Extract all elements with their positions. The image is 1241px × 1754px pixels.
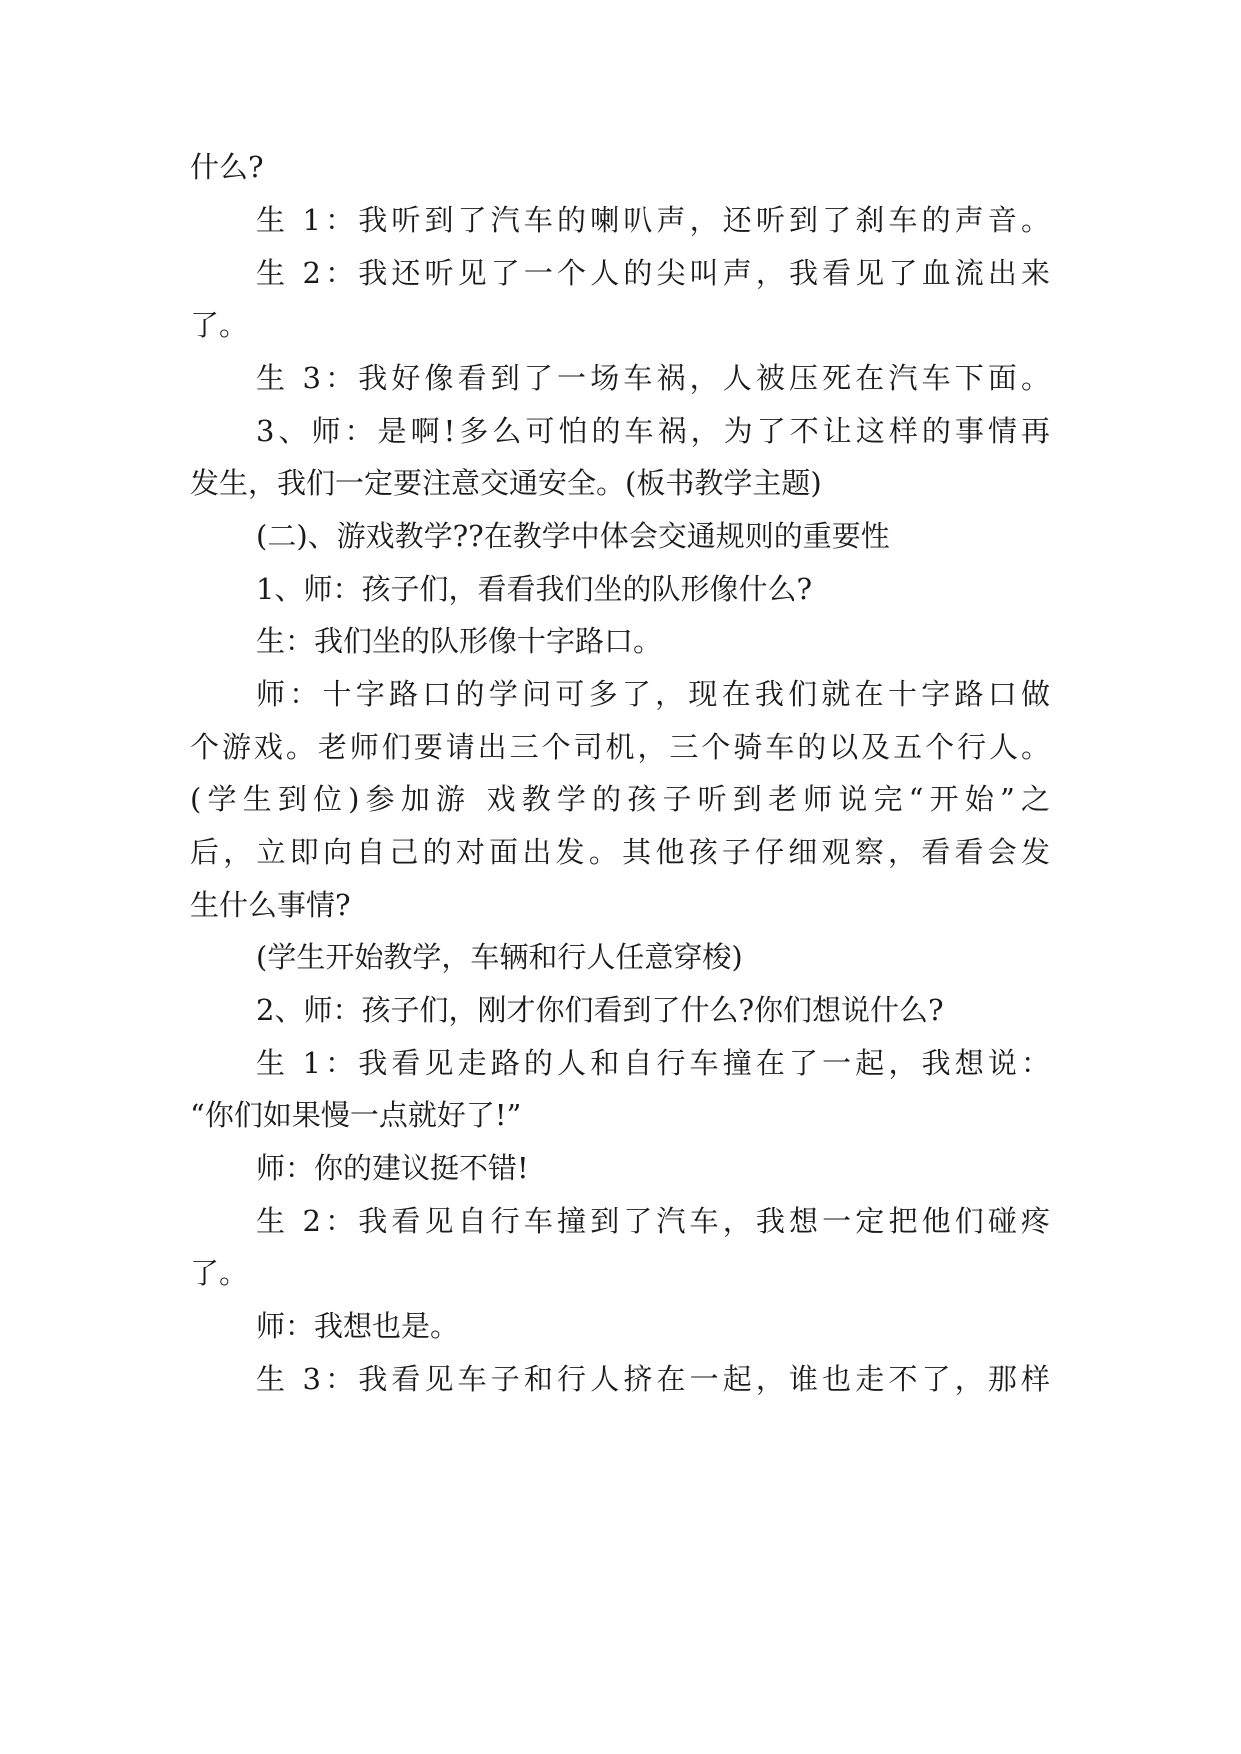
text-line: 生 2：我还听见了一个人的尖叫声，我看见了血流出来 (256, 256, 1050, 290)
text-line: 师：我想也是。 (256, 1309, 460, 1343)
text-line: 1、师：孩子们，看看我们坐的队形像什么? (256, 572, 812, 606)
text-line: 生 1：我听到了汽车的喇叭声，还听到了刹车的声音。 (256, 203, 1050, 237)
text-line: 生什么事情? (190, 888, 351, 922)
text-line: 生 2：我看见自行车撞到了汽车，我想一定把他们碰疼 (256, 1204, 1050, 1238)
text-line: 个游戏。老师们要请出三个司机，三个骑车的以及五个行人。 (190, 730, 1050, 764)
text-line: 生 3：我看见车子和行人挤在一起，谁也走不了，那样 (256, 1362, 1050, 1396)
text-line: 了。 (190, 308, 249, 342)
text-line: (二)、游戏教学??在教学中体会交通规则的重要性 (256, 519, 890, 553)
text-line: 生 3：我好像看到了一场车祸，人被压死在汽车下面。 (256, 361, 1050, 395)
text-line: (学生开始教学，车辆和行人任意穿梭) (256, 940, 743, 974)
text-line: 师：你的建议挺不错! (256, 1151, 529, 1185)
text-line: 生：我们坐的队形像十字路口。 (256, 624, 663, 658)
text-line: “你们如果慢一点就好了!” (190, 1098, 522, 1132)
text-line: 2、师：孩子们，刚才你们看到了什么?你们想说什么? (256, 993, 944, 1027)
text-line: 师：十字路口的学问可多了，现在我们就在十字路口做 (256, 677, 1050, 711)
text-line: 3、师：是啊!多么可怕的车祸，为了不让这样的事情再 (256, 414, 1050, 448)
text-line: 什么? (190, 150, 264, 184)
text-line: (学生到位)参加游 戏教学的孩子听到老师说完“开始”之 (190, 782, 1050, 816)
text-line: 了。 (190, 1256, 249, 1290)
text-line: 生 1：我看见走路的人和自行车撞在了一起，我想说： (256, 1046, 1050, 1080)
text-line: 发生，我们一定要注意交通安全。(板书教学主题) (190, 466, 822, 500)
text-line: 后，立即向自己的对面出发。其他孩子仔细观察，看看会发 (190, 835, 1050, 869)
